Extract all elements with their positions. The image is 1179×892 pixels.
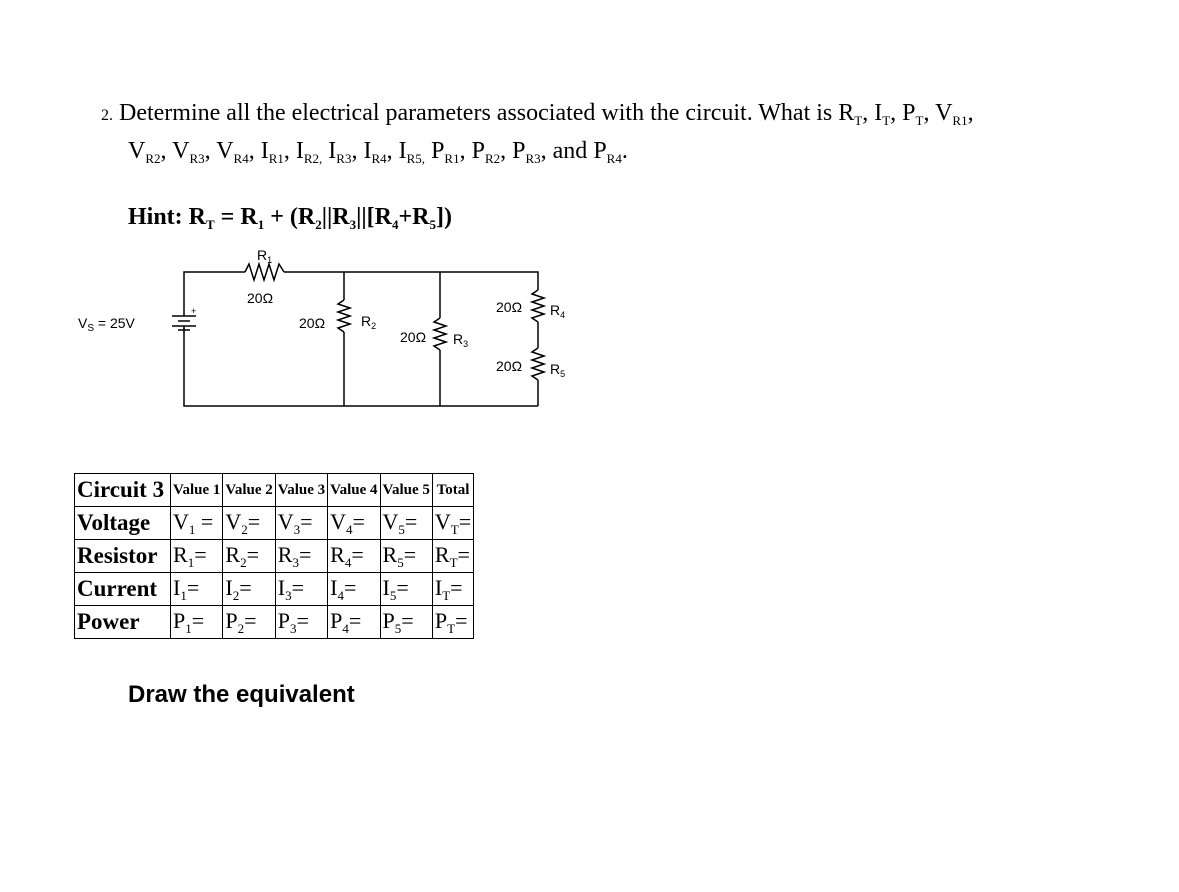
question-variable: $V_{R1}$,	[935, 100, 974, 128]
table-cell: $V_3=$	[275, 507, 327, 540]
table-cell: $P_5=$	[380, 606, 432, 639]
question-variable: $V_{R4}$,	[216, 138, 261, 166]
r2-value-label: 20Ω	[299, 315, 326, 331]
table-cell: $P_2=$	[223, 606, 275, 639]
r4-resistor-symbol	[532, 290, 544, 322]
table-cell: $V_1$ =	[171, 507, 223, 540]
column-header: Value 5	[380, 474, 432, 507]
question-variable: $P_T$,	[902, 100, 936, 128]
r2-resistor-symbol	[338, 300, 350, 332]
row-label: Current	[75, 573, 171, 606]
question-line-2	[128, 138, 628, 167]
table-cell: $I_4=$	[328, 573, 380, 606]
question-variable: $I_{R5,}$	[398, 138, 426, 166]
question-variable: $R_T$,	[838, 100, 875, 128]
table-row	[75, 573, 474, 606]
circuit-diagram	[0, 240, 640, 430]
r1-name-label: $R_1$	[257, 247, 273, 265]
r4-name-label: $R_4$	[550, 302, 566, 320]
table-row	[75, 507, 474, 540]
r4-value-label: 20Ω	[496, 299, 523, 315]
table-cell: $R_1=$	[171, 540, 223, 573]
table-cell: $R_2=$	[223, 540, 275, 573]
r1-resistor-symbol	[245, 264, 284, 280]
parameters-table	[74, 473, 474, 639]
question-variable: $I_{R2,}$	[295, 138, 323, 166]
column-header: Value 4	[328, 474, 380, 507]
wire-bottom	[184, 328, 538, 406]
column-header: Value 2	[223, 474, 275, 507]
r5-name-label: $R_5$	[550, 361, 566, 379]
row-label: Voltage	[75, 507, 171, 540]
table-cell: $P_1=$	[171, 606, 223, 639]
table-cell: $V_5=$	[380, 507, 432, 540]
battery-plus-sign: +	[191, 306, 197, 316]
draw-equivalent-instruction: Draw the equivalent	[128, 681, 355, 708]
table-header-row	[75, 474, 474, 507]
question-variable: $I_{R1}$,	[260, 138, 296, 166]
question-variables-line-1	[838, 100, 973, 126]
table-cell: $P_T=$	[432, 606, 473, 639]
question-text: Determine all the electrical parameters associated with the circuit. What is	[119, 100, 839, 126]
question-variable: $I_{R4}$,	[363, 138, 399, 166]
table-cell: $V_2=$	[223, 507, 275, 540]
table-cell: $I_1=$	[171, 573, 223, 606]
hint-formula: Hint: $R_T = R_1 + (R_2||R_3||[R_4+R_5])$	[128, 204, 452, 232]
question-line-1	[101, 100, 974, 129]
table-cell: $I_3=$	[275, 573, 327, 606]
question-number: 2.	[101, 107, 113, 124]
question-variable: $I_{R3}$,	[328, 138, 364, 166]
table-corner-label: Circuit 3	[75, 474, 171, 507]
question-variable: $P_{R4}$.	[593, 138, 628, 166]
question-variable: $I_T$,	[874, 100, 903, 128]
column-header: Value 1	[171, 474, 223, 507]
question-variable: $P_{R3}$, and	[512, 138, 594, 166]
table-cell: $P_3=$	[275, 606, 327, 639]
table-cell: $R_T=$	[432, 540, 473, 573]
source-label: $V_S = 25V$	[78, 315, 135, 334]
table-cell: $R_3=$	[275, 540, 327, 573]
row-label: Power	[75, 606, 171, 639]
table-cell: $R_5=$	[380, 540, 432, 573]
question-variable: $P_{R1}$,	[431, 138, 472, 166]
table-cell: $P_4=$	[328, 606, 380, 639]
r3-resistor-symbol	[434, 318, 446, 350]
r3-name-label: $R_3$	[453, 331, 469, 349]
table-cell: $I_2=$	[223, 573, 275, 606]
r5-resistor-symbol	[532, 348, 544, 380]
r3-value-label: 20Ω	[400, 329, 427, 345]
r5-value-label: 20Ω	[496, 358, 523, 374]
column-header: Value 3	[275, 474, 327, 507]
r2-name-label: $R_2$	[361, 313, 377, 331]
r1-value-label: 20Ω	[247, 290, 274, 306]
question-variable: $P_{R2}$,	[471, 138, 513, 166]
table-cell: $R_4=$	[328, 540, 380, 573]
row-label: Resistor	[75, 540, 171, 573]
table-cell: $V_4=$	[328, 507, 380, 540]
table-cell: $I_5=$	[380, 573, 432, 606]
question-variable: $V_{R2}$,	[128, 138, 173, 166]
table-row	[75, 606, 474, 639]
wire-top-right	[284, 272, 538, 290]
table-cell: $V_T=$	[432, 507, 473, 540]
table-row	[75, 540, 474, 573]
table-cell: $I_T=$	[432, 573, 473, 606]
question-variables-line-2	[128, 138, 628, 164]
circuit-wires	[172, 264, 544, 406]
question-variable: $V_{R3}$,	[172, 138, 217, 166]
column-header: Total	[432, 474, 473, 507]
